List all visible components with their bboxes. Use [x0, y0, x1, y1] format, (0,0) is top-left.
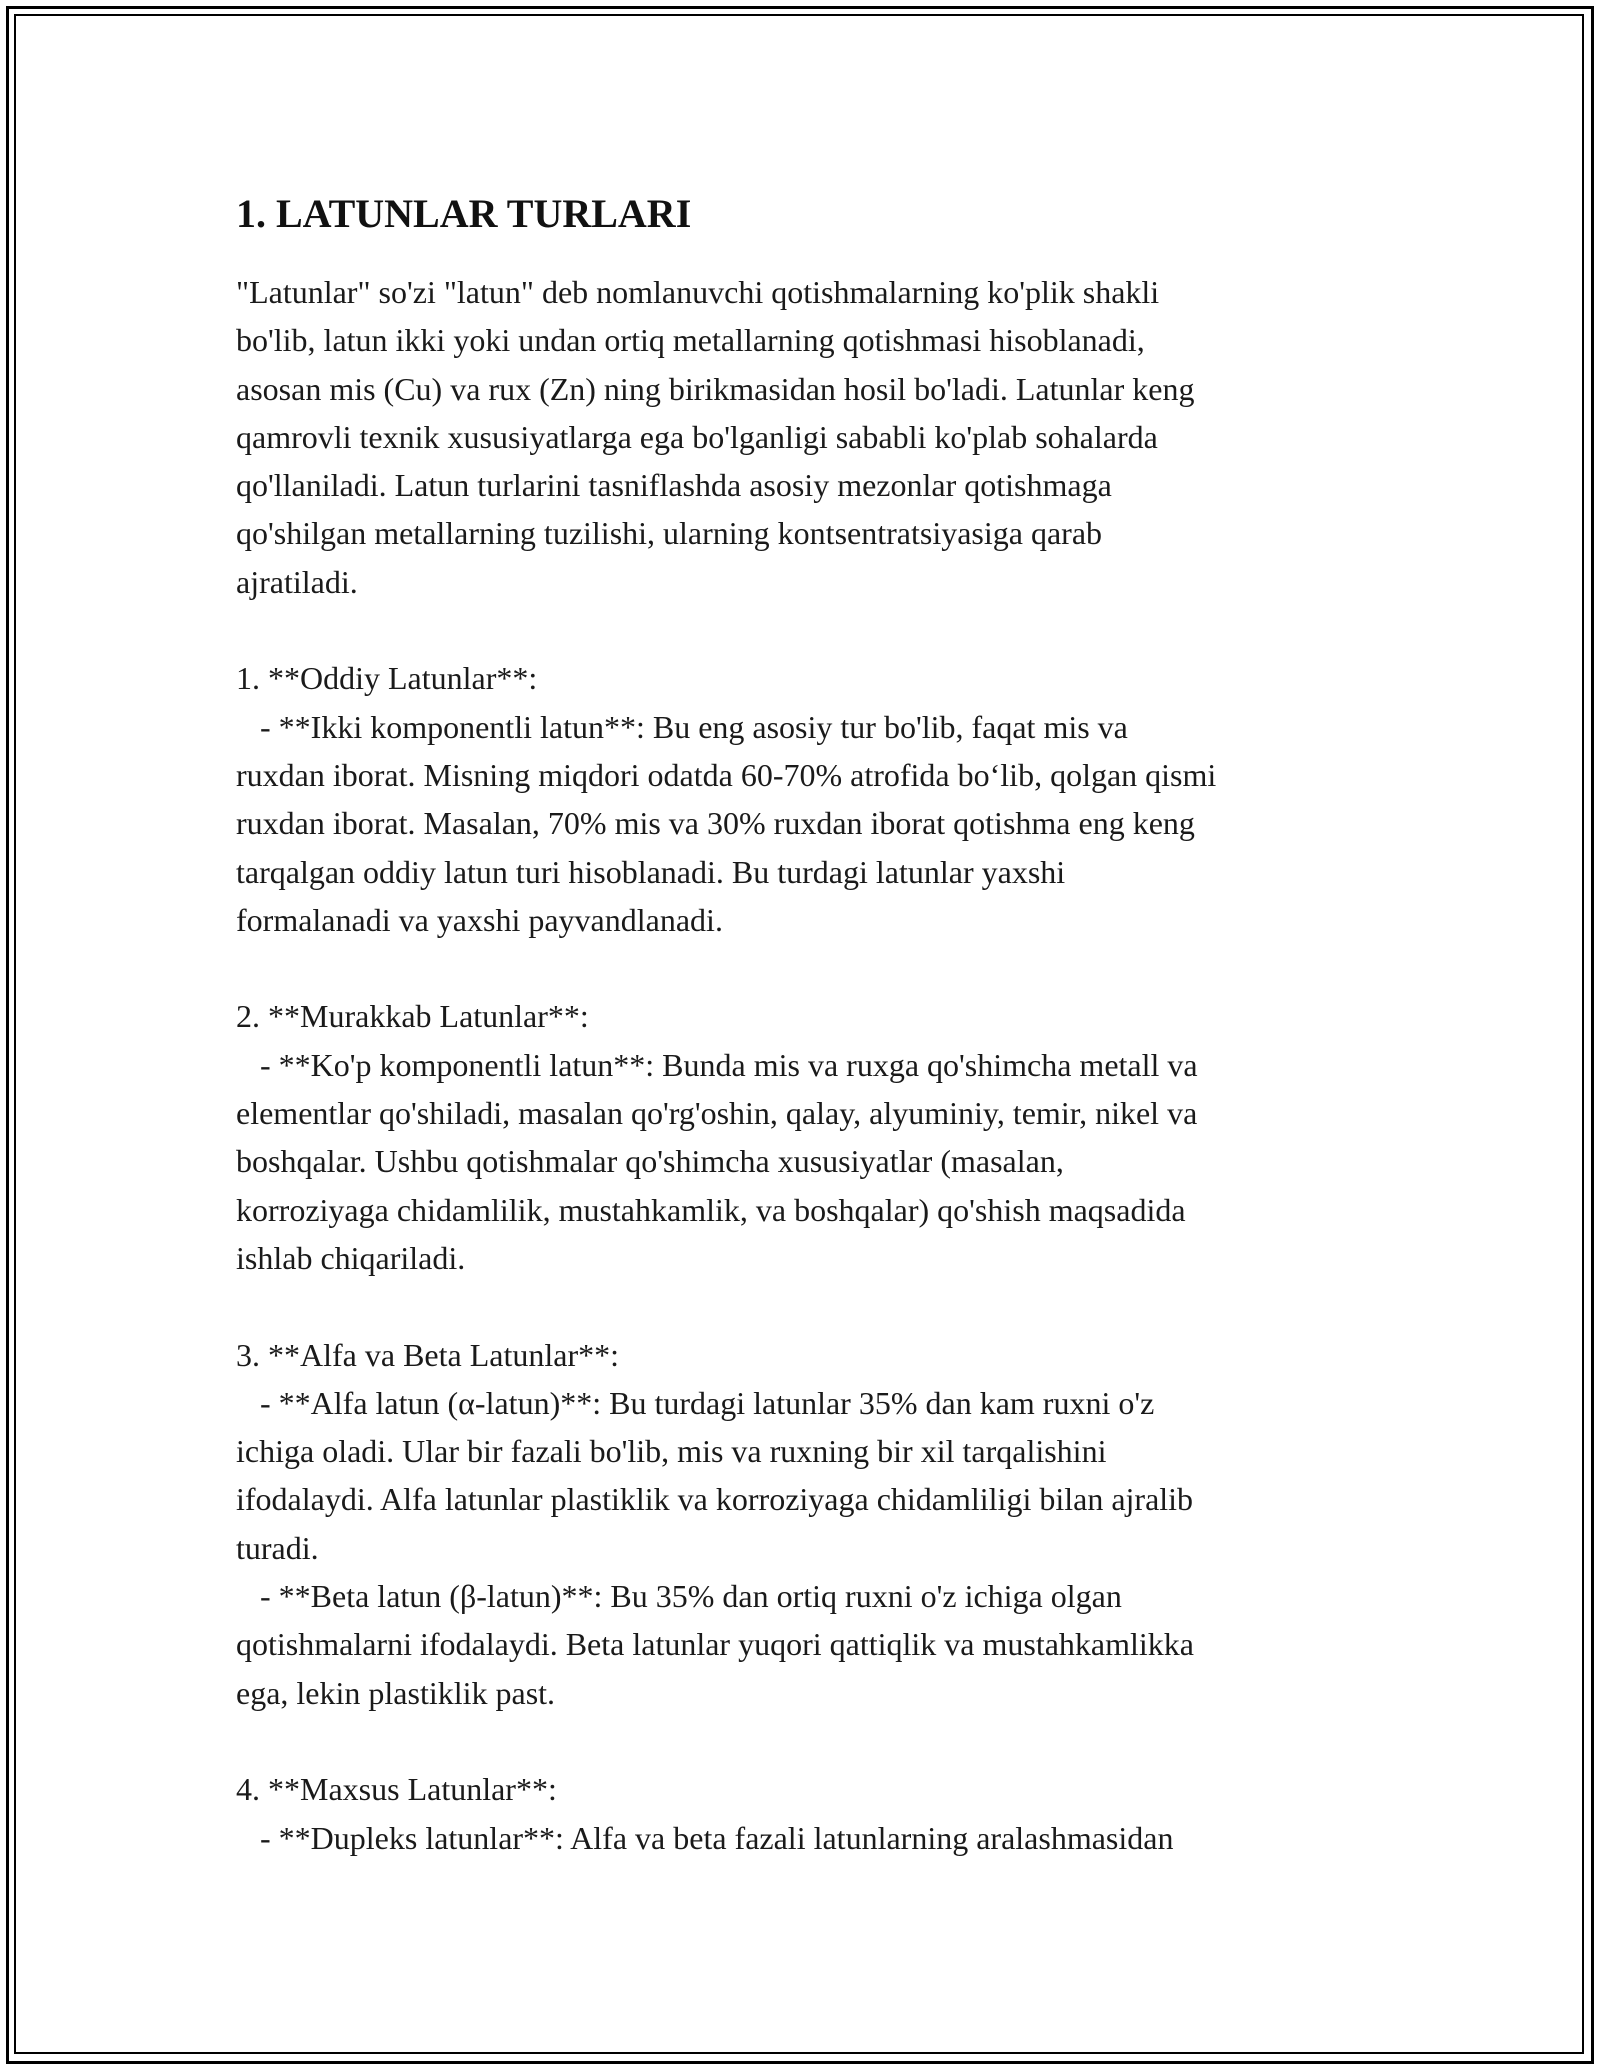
document-title: 1. LATUNLAR TURLARI	[236, 191, 692, 236]
document-body: "Latunlar" so'zi "latun" deb nomlanuvchi qotishmalarning ko'plik shakli bo'lib, latun ikki yoki undan ortiq metallarning qotishmasi hisoblanadi, asosan mis (Cu) va rux (Zn) ning birikmasidan hosil bo'ladi. Latunlar keng qamrovli texnik xususiyatlarga ega bo'lganligi sababli ko'plab sohalarda qo'llaniladi. Latun turlarini tasniflashda asosiy mezonlar qotishmaga qo'shilgan metallarning tuzilishi, ularning kontsentratsiyasiga qarab ajratiladi. 1. **Oddiy Latunlar**: - **Ikki komponentli latun**: Bu eng asosiy tur bo'lib, faqat mis va ruxdan iborat. Misning miqdori odatda 60-70% atrofida bo‘lib, qolgan qismi ruxdan iborat. Masalan, 70% mis va 30% ruxdan iborat qotishma eng keng tarqalgan oddiy latun turi hisoblanadi. Bu turdagi latunlar yaxshi formalanadi va yaxshi payvandlanadi. 2. **Murakkab Latunlar**: - **Ko'p komponentli latun**: Bunda mis va ruxga qo'shimcha metall va elementlar qo'shiladi, masalan qo'rg'oshin, qalay, alyuminiy, temir, nikel va boshqalar. Ushbu qotishmalar qo'shimcha xususiyatlar (masalan, korroziyaga chidamlilik, mustahkamlik, va boshqalar) qo'shish maqsadida ishlab chiqariladi. 3. **Alfa va Beta Latunlar**: - **Alfa latun (α-latun)**: Bu turdagi latunlar 35% dan kam ruxni o'z ichiga oladi. Ular bir fazali bo'lib, mis va ruxning bir xil tarqalishini ifodalaydi. Alfa latunlar plastiklik va korroziyaga chidamliligi bilan ajralib turadi. - **Beta latun (β-latun)**: Bu 35% dan ortiq ruxni o'z ichiga olgan qotishmalarni ifodalaydi. Beta latunlar yuqori qattiqlik va mustahkamlikka ega, lekin plastiklik past. 4. **Maxsus Latunlar**: - **Dupleks latunlar**: Alfa va beta fazali latunlarning aralashmasidan	[236, 274, 1217, 1856]
document-content	[236, 186, 1386, 1862]
